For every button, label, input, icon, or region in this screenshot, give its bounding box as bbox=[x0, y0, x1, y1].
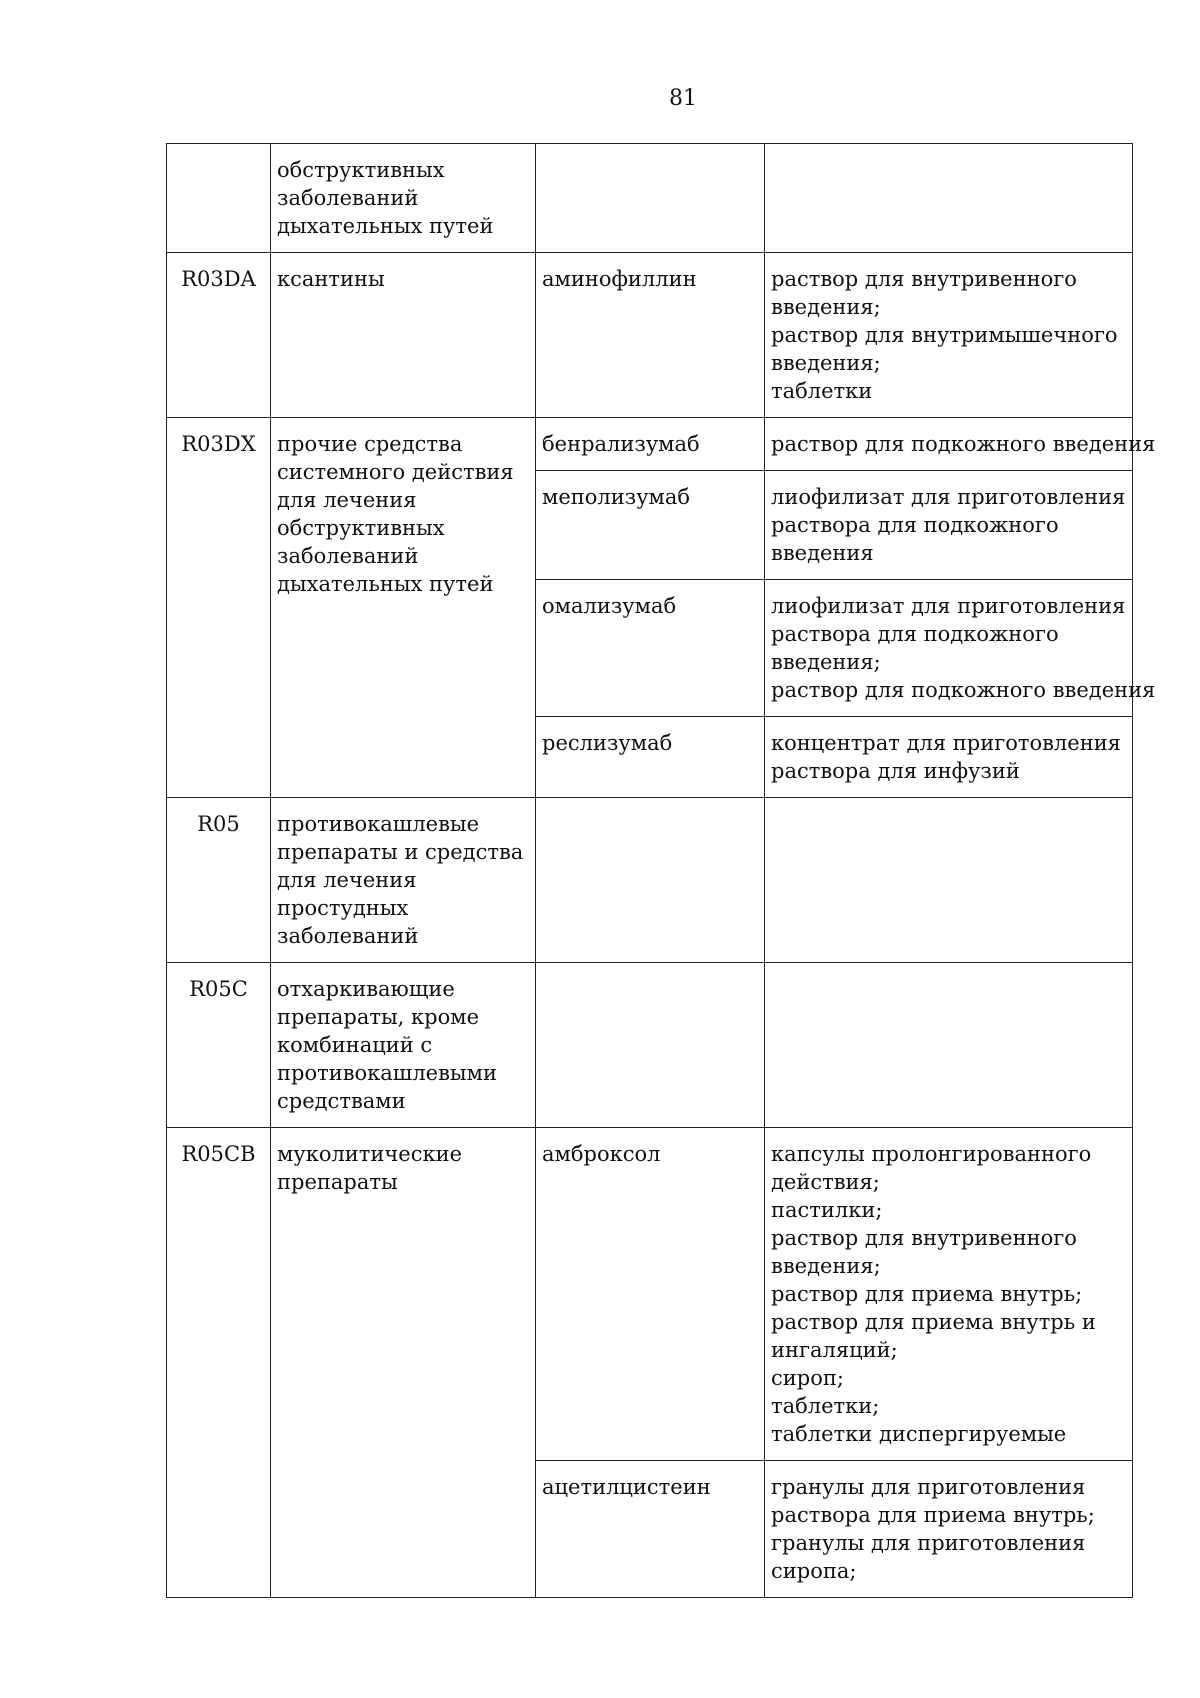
table-row bbox=[167, 253, 1133, 418]
group-line: средствами bbox=[277, 1089, 406, 1113]
form-line: лиофилизат для приготовления bbox=[771, 594, 1126, 618]
group-line: обструктивных bbox=[277, 158, 445, 182]
form-line: раствора для приема внутрь; bbox=[771, 1503, 1095, 1527]
group-cell bbox=[271, 1128, 536, 1598]
group-cell bbox=[271, 144, 536, 253]
group-line: заболеваний bbox=[277, 186, 419, 210]
atc-code-cell: R03DX bbox=[167, 418, 271, 798]
forms-cell bbox=[765, 580, 1156, 717]
form-line: введения; bbox=[771, 650, 881, 674]
drug-cell bbox=[536, 798, 765, 963]
form-line: сиропа; bbox=[771, 1559, 857, 1583]
group-cell bbox=[271, 798, 536, 963]
atc-code-cell: R05CB bbox=[167, 1128, 271, 1598]
group-cell bbox=[271, 963, 536, 1128]
forms-cell bbox=[765, 1461, 1133, 1598]
forms-cell bbox=[765, 144, 1133, 253]
form-line: раствор для подкожного введения bbox=[771, 432, 1156, 456]
drug-cell: меполизумаб bbox=[536, 471, 765, 580]
drug-cell: амброксол bbox=[536, 1128, 765, 1461]
forms-cell bbox=[765, 418, 1156, 471]
drug-cell: аминофиллин bbox=[536, 253, 765, 418]
atc-code-cell: R03DA bbox=[167, 253, 271, 418]
atc-code-cell: R05 bbox=[167, 798, 271, 963]
group-line: ксантины bbox=[277, 267, 385, 291]
page-number: 81 bbox=[669, 86, 697, 111]
drug-cell: омализумаб bbox=[536, 580, 765, 717]
atc-code-cell bbox=[167, 144, 271, 253]
drug-cell: реслизумаб bbox=[536, 717, 765, 798]
form-line: гранулы для приготовления bbox=[771, 1475, 1086, 1499]
forms-cell bbox=[765, 471, 1133, 580]
group-line: заболеваний bbox=[277, 924, 419, 948]
form-line: введения; bbox=[771, 295, 881, 319]
drug-cell: бенрализумаб bbox=[536, 418, 765, 471]
form-line: концентрат для приготовления bbox=[771, 731, 1121, 755]
form-line: сироп; bbox=[771, 1366, 844, 1390]
forms-cell bbox=[765, 1128, 1133, 1461]
form-line: введения; bbox=[771, 351, 881, 375]
atc-code-cell: R05C bbox=[167, 963, 271, 1128]
form-line: таблетки bbox=[771, 379, 873, 403]
group-line: обструктивных bbox=[277, 516, 445, 540]
group-line: системного действия bbox=[277, 460, 514, 484]
drug-cell bbox=[536, 144, 765, 253]
form-line: пастилки; bbox=[771, 1198, 883, 1222]
forms-cell bbox=[765, 717, 1133, 798]
form-line: раствор для приема внутрь; bbox=[771, 1282, 1083, 1306]
group-line: препараты, кроме bbox=[277, 1005, 480, 1029]
group-line: простудных bbox=[277, 896, 409, 920]
medication-table bbox=[166, 143, 1156, 1598]
group-line: противокашлевыми bbox=[277, 1061, 497, 1085]
form-line: введения bbox=[771, 541, 874, 565]
forms-cell bbox=[765, 963, 1133, 1128]
group-cell bbox=[271, 418, 536, 798]
group-line: отхаркивающие bbox=[277, 977, 455, 1001]
form-line: раствор для приема внутрь и bbox=[771, 1310, 1096, 1334]
group-line: прочие средства bbox=[277, 432, 463, 456]
form-line: капсулы пролонгированного bbox=[771, 1142, 1092, 1166]
form-line: раствор для внутривенного bbox=[771, 1226, 1077, 1250]
form-line: действия; bbox=[771, 1170, 880, 1194]
group-line: для лечения bbox=[277, 488, 417, 512]
form-line: ингаляций; bbox=[771, 1338, 898, 1362]
group-line: комбинаций с bbox=[277, 1033, 433, 1057]
form-line: раствор для внутривенного bbox=[771, 267, 1077, 291]
form-line: введения; bbox=[771, 1254, 881, 1278]
table-row bbox=[167, 1128, 1133, 1461]
form-line: таблетки; bbox=[771, 1394, 880, 1418]
form-line: раствор для внутримышечного bbox=[771, 323, 1118, 347]
drug-cell: ацетилцистеин bbox=[536, 1461, 765, 1598]
table-row bbox=[167, 144, 1133, 253]
forms-cell bbox=[765, 798, 1133, 963]
forms-cell bbox=[765, 253, 1133, 418]
table-row bbox=[167, 963, 1133, 1128]
group-line: для лечения bbox=[277, 868, 417, 892]
group-cell bbox=[271, 253, 536, 418]
form-line: гранулы для приготовления bbox=[771, 1531, 1086, 1555]
form-line: раствор для подкожного введения bbox=[771, 678, 1156, 702]
group-line: препараты и средства bbox=[277, 840, 524, 864]
group-line: дыхательных путей bbox=[277, 572, 494, 596]
table-row bbox=[167, 418, 1133, 471]
table-row bbox=[167, 798, 1133, 963]
form-line: таблетки диспергируемые bbox=[771, 1422, 1067, 1446]
group-line: дыхательных путей bbox=[277, 214, 494, 238]
group-line: муколитические bbox=[277, 1142, 463, 1166]
group-line: противокашлевые bbox=[277, 812, 480, 836]
group-line: препараты bbox=[277, 1170, 398, 1194]
drug-cell bbox=[536, 963, 765, 1128]
form-line: раствора для подкожного bbox=[771, 513, 1059, 537]
form-line: лиофилизат для приготовления bbox=[771, 485, 1126, 509]
form-line: раствора для подкожного bbox=[771, 622, 1059, 646]
form-line: раствора для инфузий bbox=[771, 759, 1020, 783]
group-line: заболеваний bbox=[277, 544, 419, 568]
